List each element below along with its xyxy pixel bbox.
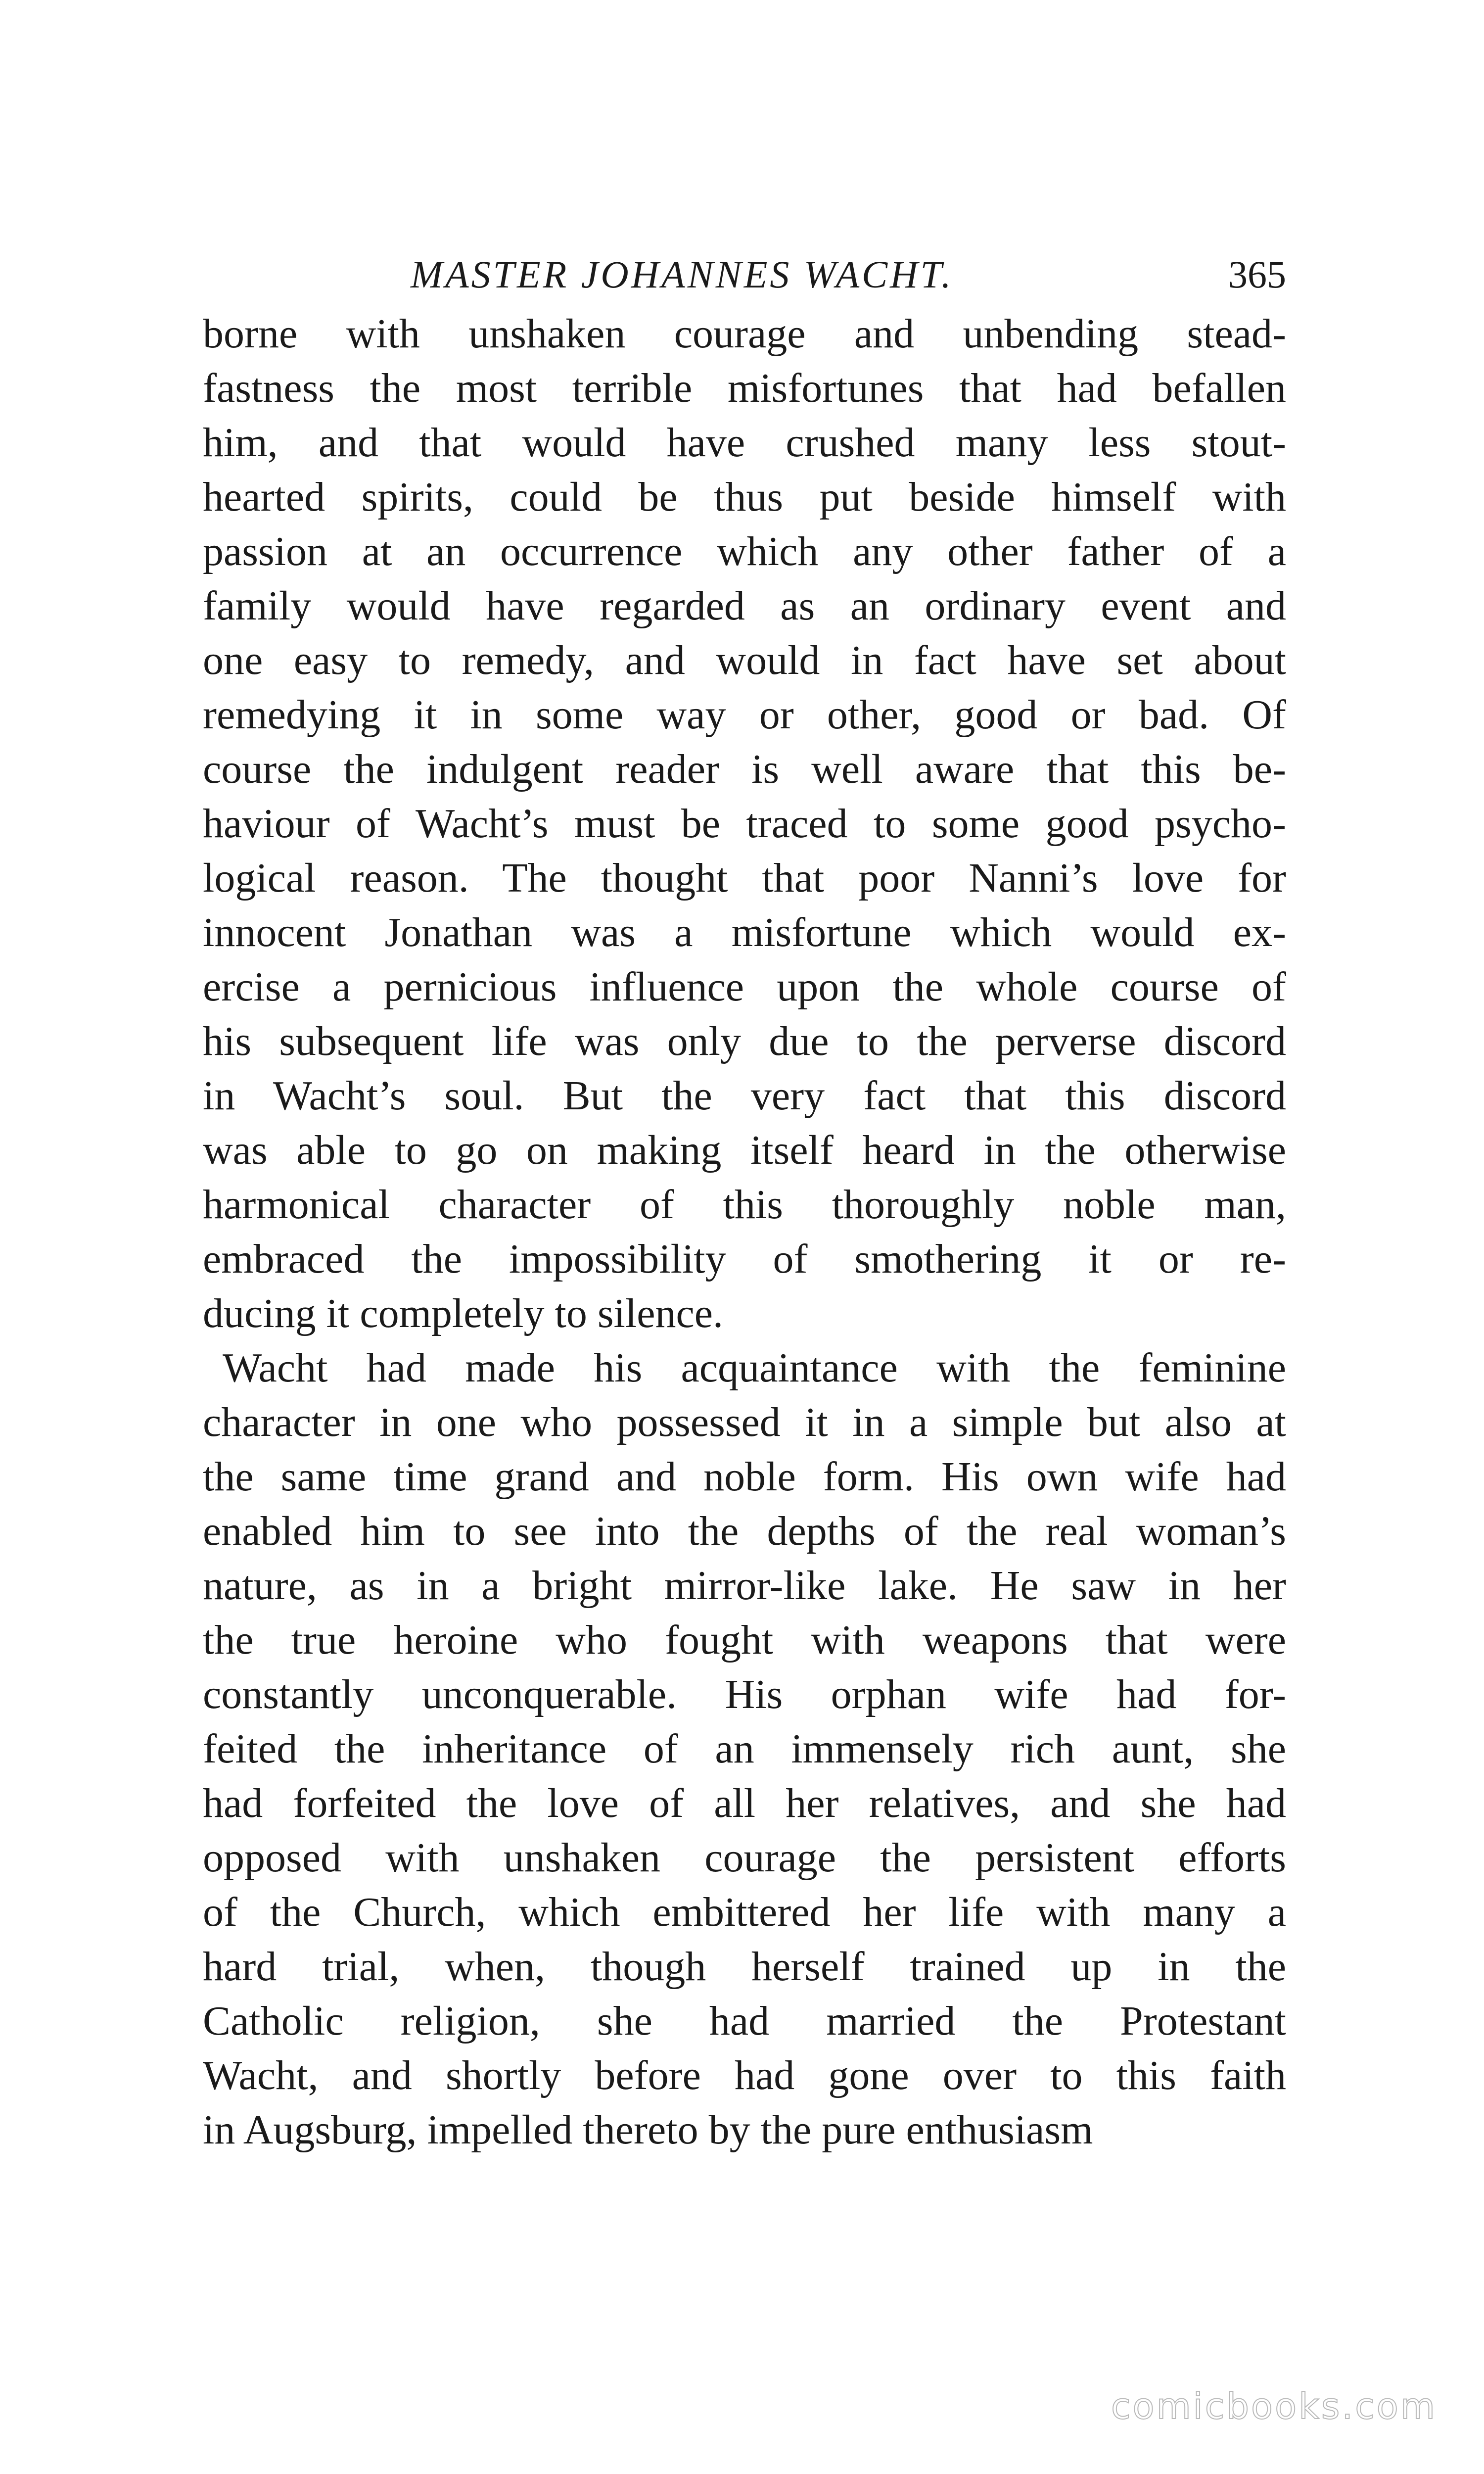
text-line: Wacht had made his acquaintance with the feminine [223, 1345, 1286, 1391]
text-line: haviour of Wacht’s must be traced to some good psycho- [203, 801, 1286, 847]
running-title: MASTER JOHANNES WACHT. [411, 253, 954, 296]
text-line: one easy to remedy, and would in fact have set about [203, 637, 1286, 683]
text-line: in Wacht’s soul. But the very fact that this discord [203, 1073, 1286, 1119]
text-line: logical reason. The thought that poor Nanni’s love for [203, 855, 1286, 901]
text-line: fastness the most terrible misfortunes that had befallen [203, 365, 1286, 411]
text-line: the true heroine who fought with weapons that were [203, 1617, 1286, 1663]
text-line: constantly unconquerable. His orphan wife had for- [203, 1671, 1286, 1717]
text-line: ducing it completely to silence. [203, 1290, 724, 1336]
text-line: family would have regarded as an ordinary event and [203, 583, 1286, 629]
text-line: of the Church, which embittered her life with many a [203, 1889, 1286, 1935]
text-line: hard trial, when, though herself trained up in the [203, 1944, 1286, 1990]
paragraph [203, 1341, 1286, 2157]
page-number: 365 [1228, 253, 1286, 296]
text-line: the same time grand and noble form. His own wife had [203, 1454, 1286, 1500]
text-line: Catholic religion, she had married the Protestant [203, 1998, 1286, 2044]
text-line: him, and that would have crushed many less stout- [203, 420, 1286, 466]
text-line: character in one who possessed it in a simple but also at [203, 1399, 1286, 1445]
body-text [203, 307, 1286, 2157]
text-line: Wacht, and shortly before had gone over to this faith [203, 2052, 1286, 2098]
text-line: nature, as in a bright mirror-like lake. He saw in her [203, 1563, 1286, 1609]
running-head [203, 247, 1286, 302]
text-line: hearted spirits, could be thus put beside himself with [203, 474, 1286, 520]
text-line: borne with unshaken courage and unbending stead- [203, 311, 1286, 357]
text-line: embraced the impossibility of smothering it or re- [203, 1236, 1286, 1282]
text-line: had forfeited the love of all her relatives, and she had [203, 1780, 1286, 1826]
text-line: ercise a pernicious influence upon the whole course of [203, 964, 1286, 1010]
text-line: innocent Jonathan was a misfortune which would ex- [203, 909, 1286, 955]
text-line: passion at an occurrence which any other father of a [203, 528, 1286, 574]
text-line: opposed with unshaken courage the persistent efforts [203, 1835, 1286, 1881]
text-line: in Augsburg, impelled thereto by the pure enthusiasm [203, 2107, 1093, 2153]
text-line: enabled him to see into the depths of the real woman’s [203, 1508, 1286, 1554]
paragraph [203, 307, 1286, 1341]
watermark: comicbooks.com [1111, 2385, 1437, 2427]
text-line: course the indulgent reader is well aware that this be- [203, 746, 1286, 792]
text-line: feited the inheritance of an immensely rich aunt, she [203, 1726, 1286, 1772]
text-line: was able to go on making itself heard in the otherwise [203, 1127, 1286, 1173]
text-line: his subsequent life was only due to the perverse discord [203, 1018, 1286, 1064]
text-line: harmonical character of this thoroughly noble man, [203, 1182, 1286, 1228]
text-line: remedying it in some way or other, good or bad. Of [203, 692, 1286, 738]
